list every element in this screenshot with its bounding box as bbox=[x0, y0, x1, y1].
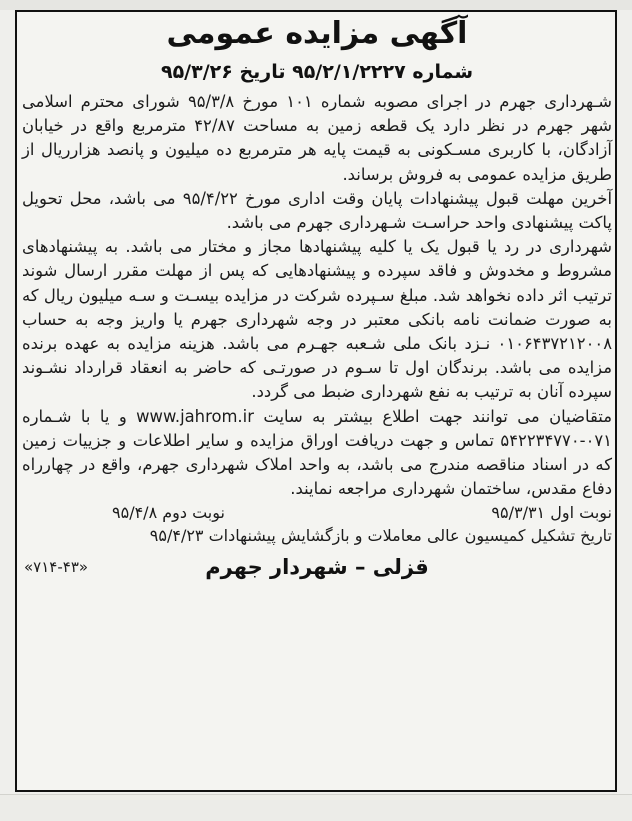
ad-body bbox=[22, 90, 612, 501]
paragraph-terms: شهرداری در رد یا قبول یک یا کلیه پیشنهادها مجاز و مختار می باشد. به پیشنهادهای مشروط و مخدوش و فاقد سپرده و پیشنهادهایی که پس از مهلت مقرر ارسال شوند ترتیب اثر داده نخواهد شد. مبلغ سـپرده شرکت در مزایده بیسـت و سـه میلیون ریال که به صورت ضمانت نامه بانکی معتبر در وجه شهرداری جهرم یا واریز وجه به حساب ۰۱۰۶۴۳۷۲۱۲۰۰۸ نـزد بانک ملی شـعبه جهـرم می باشد. هزینه مزایده به عهده برنده مزایده می باشد. برندگان اول تا سـوم در صورتـی که حاضر به انعقاد قرارداد نشـوند سپرده آنان به ترتیب به نفع شهرداری ضبط می گردد. bbox=[22, 237, 612, 402]
paragraph-contact: متقاضیان می توانند جهت اطلاع بیشتر به سایت www.jahrom.ir و یا با شـماره ۰۷۱-۵۴۲۲۳۴۷۷۰ تماس و جهت دریافت اوراق مزایده و سایر اطلاعات و جزییات زمین که در اسناد مناقصه مندرج می باشد، به واحد املاک شهرداری جهرم، واقع در چهارراه دفاع مقدس، ساختمان شهرداری مراجعه نمایند. bbox=[22, 406, 612, 499]
paragraph-intro: شـهرداری جهرم در اجرای مصوبه شماره ۱۰۱ مورخ ۹۵/۳/۸ شورای محترم اسلامی شهر جهرم در نظر دارد یک قطعه زمین به مساحت ۴۲/۸۷ مترمربع واقع در خیابان آزادگان، با کاربری مسـکونی به قیمت پایه هر مترمربع ده میلیون و پانصد هزارریال از طریق مزایده عمومی به فروش برساند. bbox=[22, 92, 613, 184]
page-bottom-edge bbox=[0, 794, 632, 821]
signature: قزلی – شهردار جهرم bbox=[205, 555, 429, 580]
advertisement-content bbox=[22, 16, 612, 788]
notice-first: نوبت اول ۹۵/۳/۳۱ bbox=[491, 503, 612, 523]
page-top-edge bbox=[0, 0, 632, 10]
ad-title: آگهی مزایده عمومی bbox=[166, 16, 468, 51]
notice-dates-row bbox=[22, 501, 612, 524]
signature-row bbox=[22, 551, 612, 585]
commission-date: تاریخ تشکیل کمیسیون عالی معاملات و بازگشایش پیشنهادات ۹۵/۴/۲۳ bbox=[149, 526, 612, 546]
notice-second: نوبت دوم ۹۵/۴/۸ bbox=[112, 503, 225, 523]
paragraph-deadline: آخرین مهلت قبول پیشنهادات پایان وقت اداری مورخ ۹۵/۴/۲۲ می باشد، محل تحویل پاکت پیشنهادی واحد حراسـت شـهرداری جهرم می باشد. bbox=[22, 188, 612, 233]
ad-subtitle: شماره ۹۵/۲/۱/۲۲۲۷ تاریخ ۹۵/۳/۲۶ bbox=[160, 61, 474, 83]
ad-code: «۷۱۴-۴۳» bbox=[24, 558, 89, 577]
